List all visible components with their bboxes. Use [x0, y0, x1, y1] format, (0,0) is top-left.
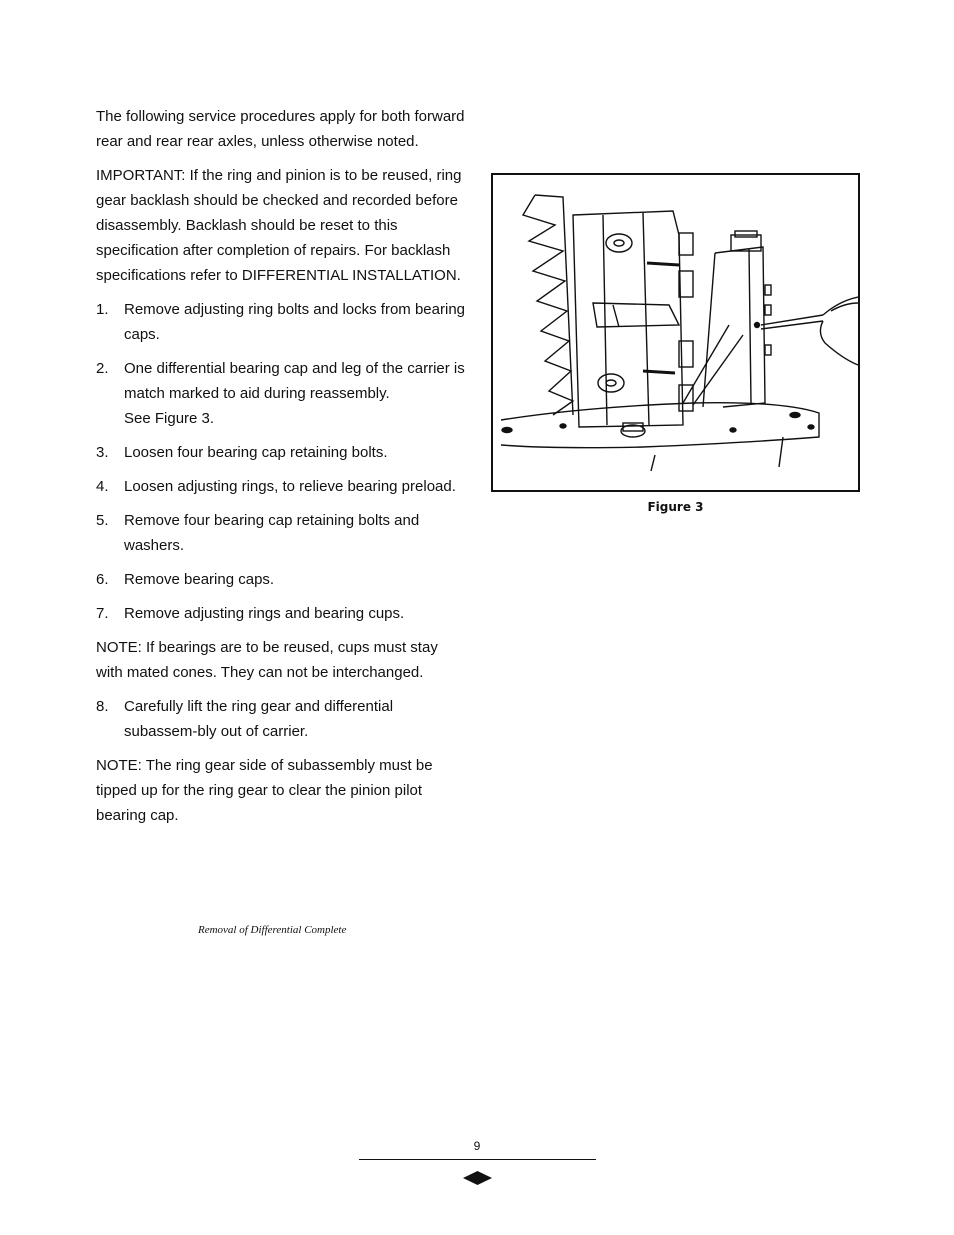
list-item [96, 694, 468, 744]
list-item [96, 440, 468, 465]
step-text: Carefully lift the ring gear and differential subassem-bly out of carrier. [124, 698, 394, 740]
step-number: 5. [96, 512, 109, 529]
step-text: Remove adjusting ring bolts and locks from bearing caps. [124, 301, 466, 343]
list-item [96, 474, 468, 499]
list-item [96, 601, 468, 626]
differential-carrier-drawing [493, 175, 858, 490]
figure-reference: See Figure 3. [124, 410, 215, 427]
section-footer-title: Removal of Differential Complete [198, 924, 347, 936]
footer-rule [359, 1159, 596, 1160]
step-text: Remove bearing caps. [124, 571, 275, 588]
step-number: 4. [96, 478, 109, 495]
figure-caption: Figure 3 [647, 500, 704, 514]
note-paragraph: NOTE: The ring gear side of subassembly must be tipped up for the ring gear to clear the pinion pilot bearing cap. [96, 757, 433, 824]
step-text [124, 356, 468, 431]
step-text: Loosen four bearing cap retaining bolts. [124, 444, 388, 461]
figure-3-illustration [491, 173, 860, 492]
step-number: 6. [96, 571, 109, 588]
step-number: 2. [96, 360, 109, 377]
list-item [96, 297, 468, 347]
step-text: Remove four bearing cap retaining bolts and washers. [124, 512, 420, 554]
important-paragraph: IMPORTANT: If the ring and pinion is to be reused, ring gear backlash should be checked and recorded before disassembly. Backlash should be reset to this specification after completion of repairs. For backlash specifications refer to DIFFERENTIAL INSTALLATION. [96, 167, 462, 284]
step-number: 3. [96, 444, 109, 461]
page-number: 9 [473, 1139, 481, 1153]
main-text-column [96, 104, 468, 837]
step-text-main: One differential bearing cap and leg of the carrier is match marked to aid during reassembly. [124, 360, 465, 402]
intro-paragraph: The following service procedures apply for both forward rear and rear rear axles, unless otherwise noted. [96, 108, 465, 150]
list-item [96, 356, 468, 431]
step-number: 8. [96, 698, 109, 715]
note-paragraph: NOTE: If bearings are to be reused, cups must stay with mated cones. They can not be interchanged. [96, 639, 438, 681]
step-text: Loosen adjusting rings, to relieve bearing preload. [124, 478, 456, 495]
step-number: 1. [96, 301, 109, 318]
step-text: Remove adjusting rings and bearing cups. [124, 605, 405, 622]
list-item [96, 567, 468, 592]
step-number: 7. [96, 605, 109, 622]
diamond-icon [463, 1170, 492, 1186]
list-item [96, 508, 468, 558]
